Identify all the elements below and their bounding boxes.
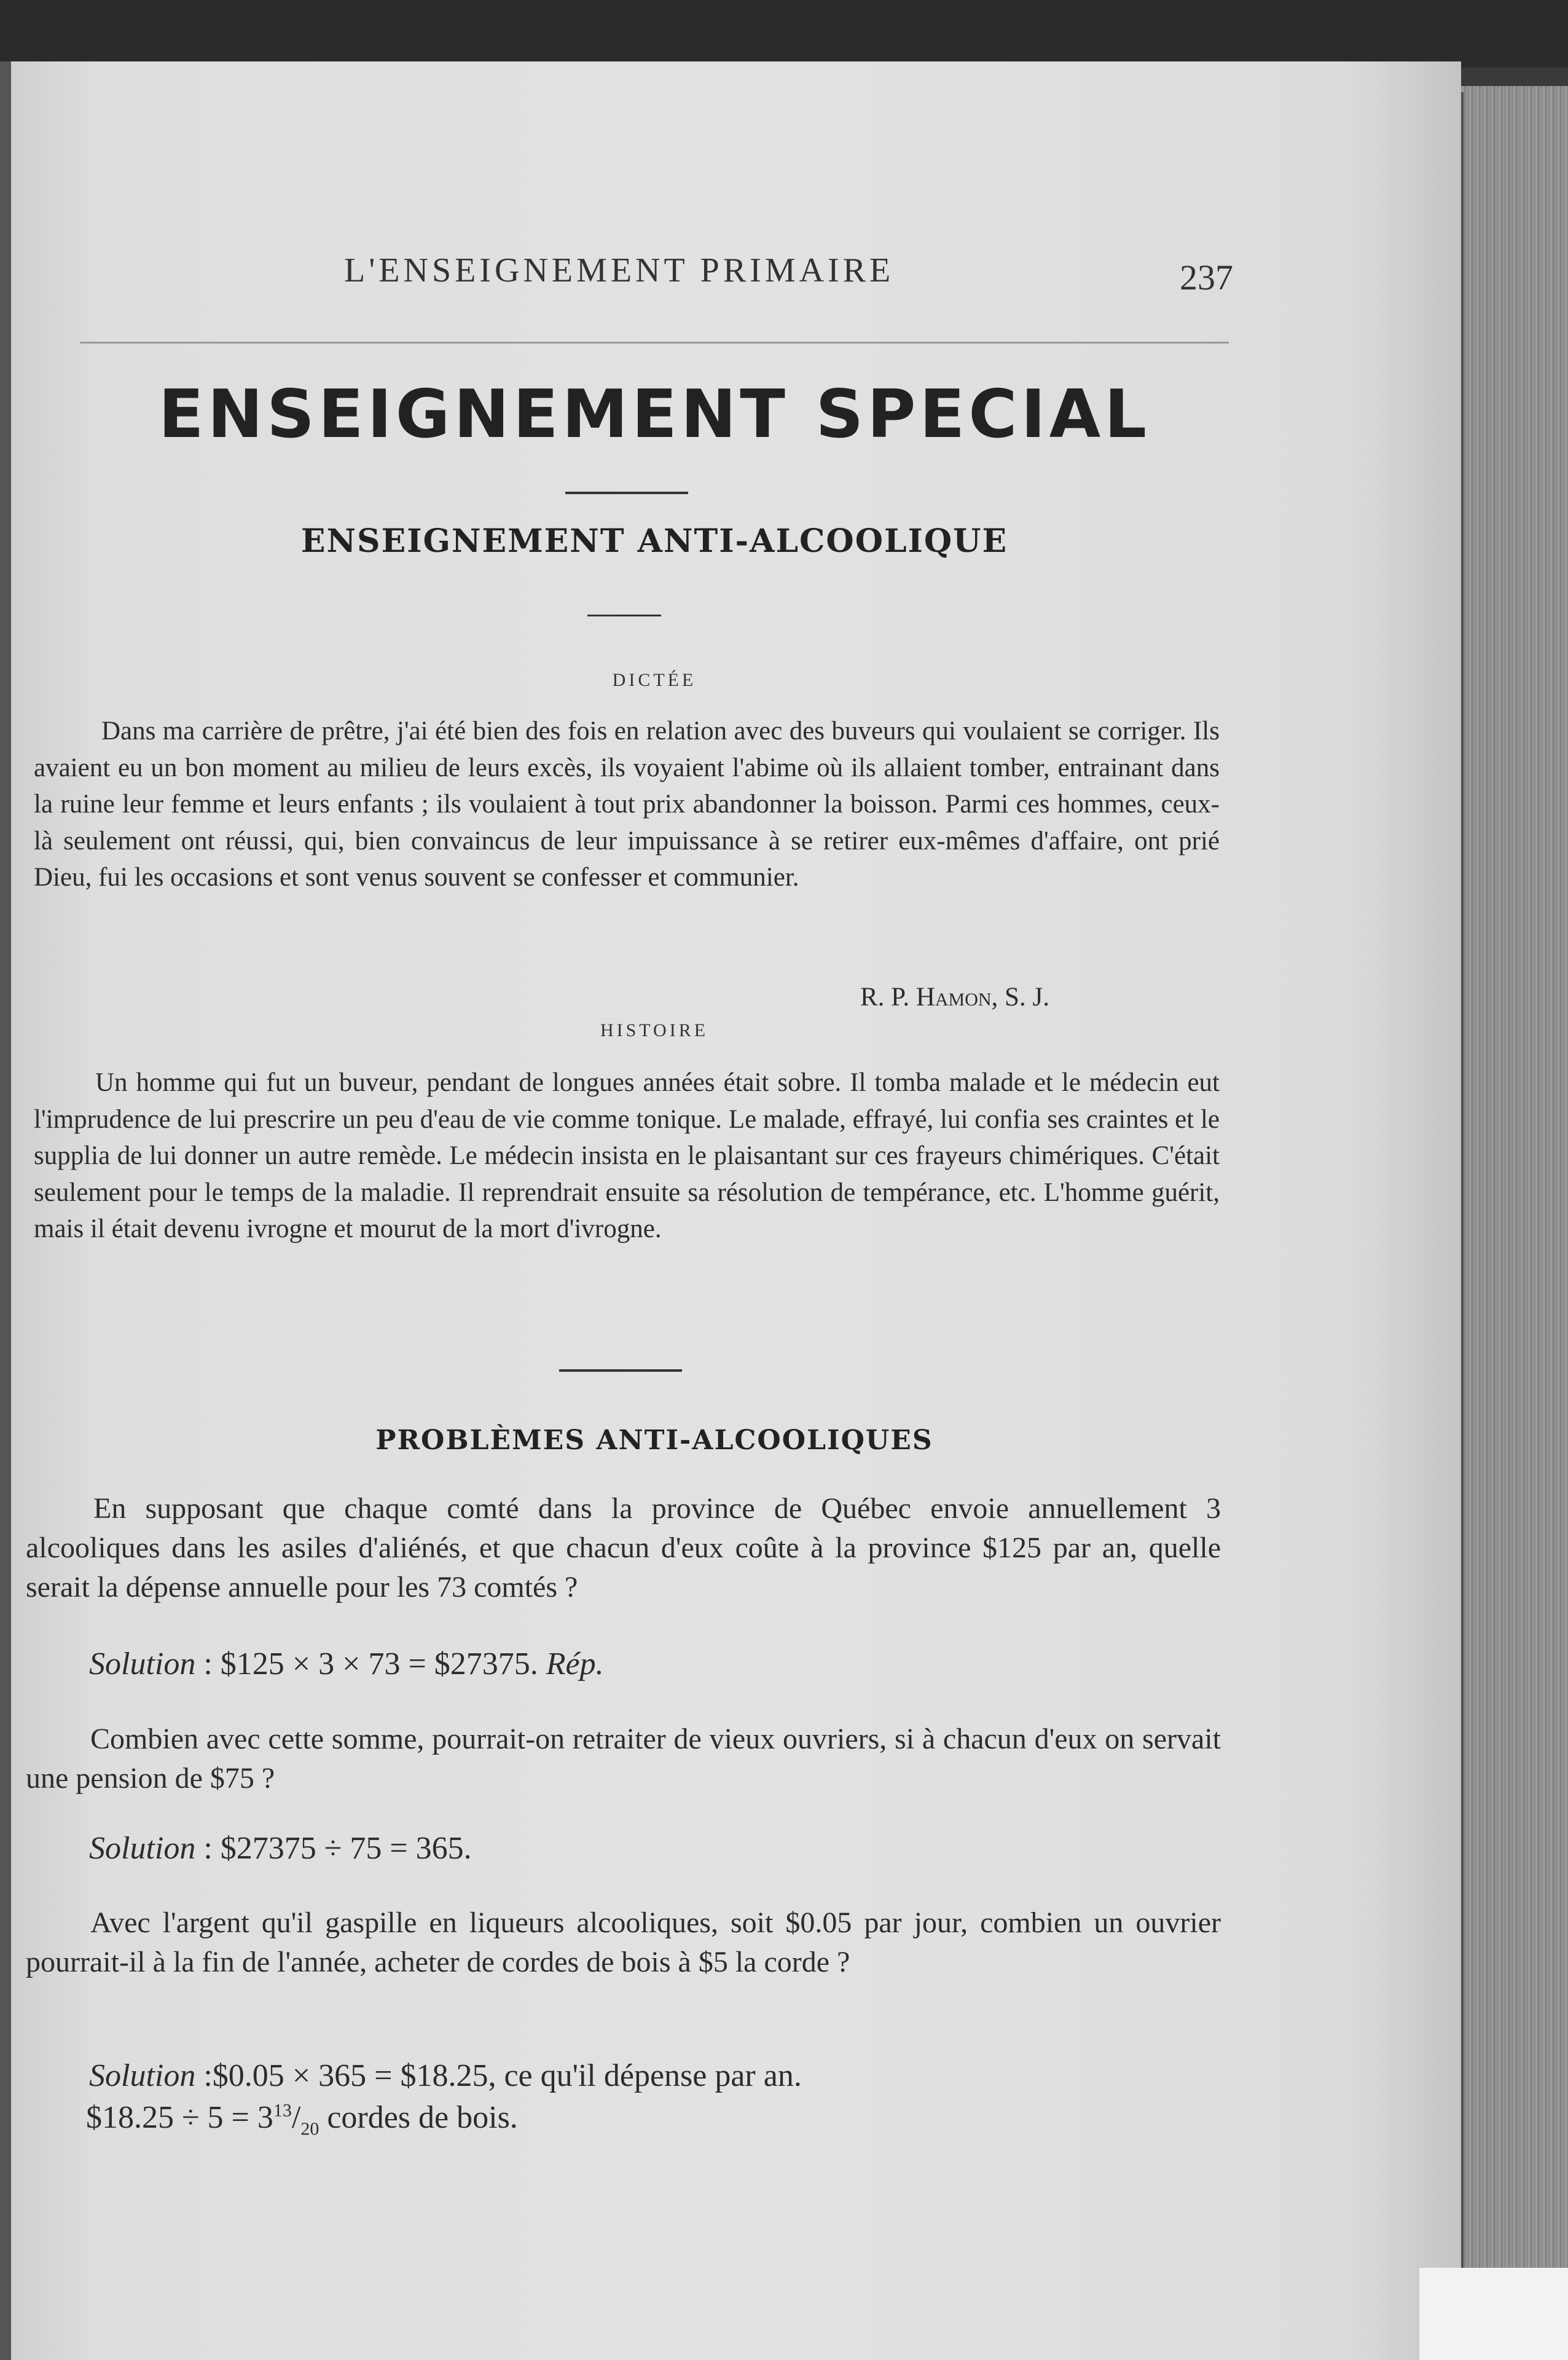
header-rule (80, 342, 1229, 344)
dictee-signature: R. P. Hamon, S. J. (860, 983, 1049, 1012)
solution-1-text: : $125 × 3 × 73 = $27375. (195, 1646, 546, 1682)
page-stack-edge (1461, 86, 1568, 2360)
problem-2-question: Combien avec cette somme, pourrait-on retraiter de vieux ouvriers, si à chacun d'eux on servait une pension de $75 ? (26, 1723, 1221, 1795)
histoire-label: HISTOIRE (600, 1020, 709, 1040)
problem-1-question: En supposant que chaque comté dans la province de Québec envoie annuellement 3 alcooliques dans les asiles d'aliénés, et que chacun d'eux coûte à la province $125 par an, quelle serait la dépense annuelle pour les 73 comtés ? (26, 1492, 1221, 1603)
running-head: L'ENSEIGNEMENT PRIMAIRE (344, 251, 895, 289)
solution-label: Solution (89, 2058, 196, 2093)
solution-label: Solution (89, 1646, 196, 1682)
page-left-edge (0, 61, 12, 2360)
dictee-label: DICTÉE (612, 670, 697, 690)
dictee-paragraph: Dans ma carrière de prêtre, j'ai été bien des fois en relation avec des buveurs qui voulaient se corriger. Ils avaient eu un bon moment au milieu de leurs excès, ils voyaient l'abime où ils allaient tomber, entrainant dans la ruine leur femme et leurs enfants ; ils voulaient à tout prix abandonner la boisson. Parmi ces hommes, ceux-là seulement ont réussi, qui, bien convaincus de leur impuissance à se retirer eux-mêmes d'affaire, ont prié Dieu, fui les occasions et sont venus souvent se confesser et communier. (34, 717, 1220, 892)
problem-2-solution (89, 1830, 472, 1866)
problems-title: PROBLÈMES ANTI-ALCOOLIQUES (375, 1425, 933, 1456)
fraction-numerator: 13 (273, 2100, 292, 2121)
problems-divider (559, 1369, 682, 1372)
solution-3-text: :$0.05 × 365 = $18.25, ce qu'il dépense par an. (195, 2058, 802, 2093)
solution-2-text: : $27375 ÷ 75 = 365. (195, 1831, 472, 1866)
page-stack-shadow (1461, 92, 1464, 2360)
problem-3-solution (89, 2058, 802, 2094)
scan-background-top (0, 0, 1568, 68)
section-title: ENSEIGNEMENT SPECIAL (158, 376, 1151, 453)
solution-3-line2-end: cordes de bois. (319, 2100, 518, 2135)
problem-3-solution-line-2: $18.25 ÷ $5 = 3^{13}/_{20}$ cordes de bois. (86, 2100, 518, 2139)
histoire-paragraph: Un homme qui fut un buveur, pendant de longues années était sobre. Il tomba malade et le médecin eut l'imprudence de lui prescrire un peu d'eau de vie comme tonique. Le malade, effrayé, lui confia ses craintes et le supplia de lui donner un autre remède. Le médecin insista en le plaisantant sur ces frayeurs chimériques. C'était seulement pour le temps de la maladie. Il reprendrait ensuite sa résolution de tempérance, etc. L'homme guérit, mais il était devenu ivrogne et mourut de la mort d'ivrogne. (34, 1068, 1220, 1243)
subsection-title: ENSEIGNEMENT ANTI-ALCOOLIQUE (300, 522, 1008, 560)
page-corner-highlight (1419, 2268, 1568, 2360)
subtitle-divider (587, 615, 661, 616)
solution-3-line2-start: $18.25 ÷ 5 = 3 (86, 2100, 273, 2135)
page-number: 237 (1180, 258, 1233, 297)
fraction-denominator: 20 (300, 2118, 319, 2139)
problem-1-solution (89, 1646, 604, 1682)
title-divider (565, 492, 688, 494)
solution-label: Solution (89, 1831, 196, 1866)
problem-3-question: Avec l'argent qu'il gaspille en liqueurs alcooliques, soit $0.05 par jour, combien un ouvrier pourrait-il à la fin de l'année, acheter de cordes de bois à $5 la corde ? (26, 1906, 1221, 1978)
solution-1-rep: Rép. (546, 1646, 604, 1682)
